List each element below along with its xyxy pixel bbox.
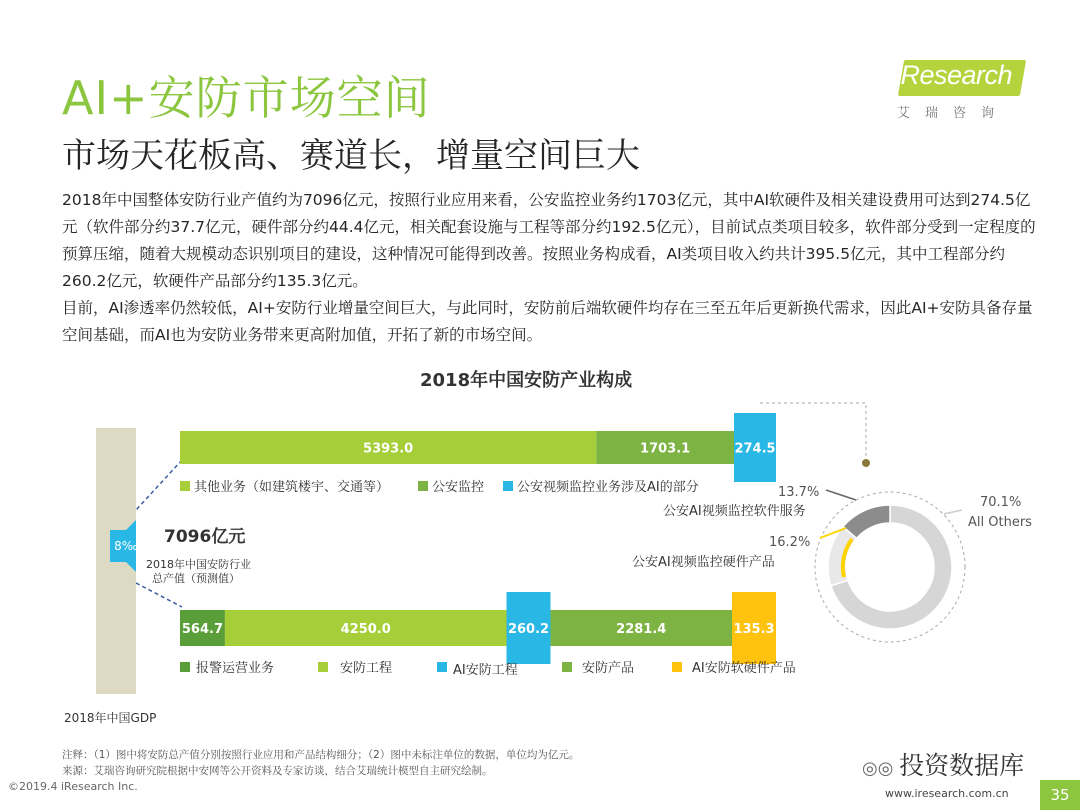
total-label: 7096亿元 bbox=[164, 527, 246, 547]
bracket-bottom bbox=[136, 583, 182, 607]
bracket-top bbox=[136, 460, 182, 510]
legend-swatch bbox=[672, 662, 682, 672]
donut-leader-software bbox=[826, 490, 856, 500]
gdp-label: 2018年中国GDP bbox=[64, 711, 157, 725]
page-subtitle: 市场天花板高、赛道长，增量空间巨大 bbox=[62, 136, 640, 176]
legend-label: 报警运营业务 bbox=[196, 661, 275, 676]
note-line-2: 来源：艾瑞咨询研究院根据中安网等公开资料及专家访谈，结合艾瑞统计模型自主研究绘制。 bbox=[62, 765, 493, 777]
bar-value-label: 135.3 bbox=[733, 622, 775, 637]
page-number: 35 bbox=[1040, 780, 1080, 810]
wechat-icon: ◎◎ bbox=[862, 758, 900, 779]
donut-label-others-value: 70.1% bbox=[980, 495, 1022, 510]
wechat-text: 投资数据库 bbox=[899, 751, 1025, 780]
bar-value-label: 564.7 bbox=[181, 622, 224, 637]
legend-label: AI安防工程 bbox=[453, 663, 518, 678]
donut-label-hardware-value: 16.2% bbox=[769, 535, 811, 550]
total-desc-1: 2018年中国安防行业 bbox=[146, 558, 251, 571]
chart-title: 2018年中国安防产业构成 bbox=[420, 370, 633, 391]
legend-label: 安防产品 bbox=[582, 661, 635, 676]
total-desc-2: 总产值（预测值） bbox=[152, 572, 240, 585]
legend-swatch bbox=[503, 481, 513, 491]
legend-label: 公安视频监控业务涉及AI的部分 bbox=[517, 480, 699, 495]
logo-cn: 艾瑞咨询 bbox=[897, 106, 1010, 121]
donut-label-software-value: 13.7% bbox=[778, 485, 820, 500]
legend-swatch bbox=[180, 662, 190, 672]
body-paragraph: 目前，AI渗透率仍然较低，AI+安防行业增量空间巨大，与此同时，安防前后端软硬件均存在三至五年后更新换代需求，因此AI+安防具备存量空间基础，而AI也为安防业务带来更高附加值，开拓了新的市场空间。 bbox=[62, 299, 1033, 344]
donut-connector-dot bbox=[862, 459, 870, 467]
wechat-watermark bbox=[862, 746, 1024, 782]
legend-swatch bbox=[318, 662, 328, 672]
ratio-label: 8‰ bbox=[114, 539, 138, 553]
legend-swatch bbox=[437, 662, 447, 672]
donut-chart bbox=[828, 505, 952, 629]
donut-leader-others bbox=[944, 510, 962, 514]
footer-url: www.iresearch.com.cn bbox=[885, 787, 1009, 800]
bar-value-label: 2281.4 bbox=[616, 622, 667, 637]
legend-label: 安防工程 bbox=[340, 661, 393, 676]
legend-label: 其他业务（如建筑楼宇、交通等） bbox=[194, 480, 390, 495]
copyright: ©2019.4 iResearch Inc. bbox=[8, 780, 138, 793]
top-stacked-bar bbox=[180, 413, 776, 482]
donut-label-software-name: 公安AI视频监控软件服务 bbox=[663, 504, 806, 519]
body-paragraph: 2018年中国整体安防行业产值约为7096亿元，按照行业应用来看，公安监控业务约1703亿元，其中AI软硬件及相关建设费用可达到274.5亿元（软件部分约37.7亿元，硬件部分约44.4亿元，相关配套设施与工程等部分约192.5亿元），目前试点类项目较多，软件部分受到一定程度的预算压缩，随着大规模动态识别项目的建设，这种情况可能得到改善。按照业务构成看，AI类项目收入约共计395.5亿元，其中工程部分约260.2亿元，软硬件产品部分约135.3亿元。 bbox=[62, 191, 1036, 290]
legend-swatch bbox=[562, 662, 572, 672]
bar-value-label: 1703.1 bbox=[640, 441, 691, 457]
legend-swatch bbox=[418, 481, 428, 491]
donut-label-others-name: All Others bbox=[968, 515, 1032, 530]
donut-slice bbox=[843, 505, 890, 538]
donut-label-hardware-name: 公安AI视频监控硬件产品 bbox=[632, 555, 775, 570]
logo-text: iResearch bbox=[895, 60, 1013, 90]
bar-value-label: 5393.0 bbox=[363, 441, 414, 457]
legend-label: AI安防软硬件产品 bbox=[692, 661, 796, 676]
bottom-stacked-bar bbox=[180, 592, 776, 664]
legend-swatch bbox=[180, 481, 190, 491]
page-title: AI+安防市场空间 bbox=[62, 71, 431, 125]
legend-label: 公安监控 bbox=[432, 480, 485, 495]
bar-value-label: 260.2 bbox=[507, 622, 550, 637]
bottom-legend bbox=[180, 660, 796, 678]
note-line-1: 注释：（1）图中将安防总产值分别按照行业应用和产品结构细分；（2）图中未标注单位的数据，单位均为亿元。 bbox=[62, 749, 580, 761]
top-legend bbox=[180, 479, 699, 495]
bar-value-label: 4250.0 bbox=[340, 622, 391, 637]
bar-value-label: 274.5 bbox=[734, 441, 776, 457]
